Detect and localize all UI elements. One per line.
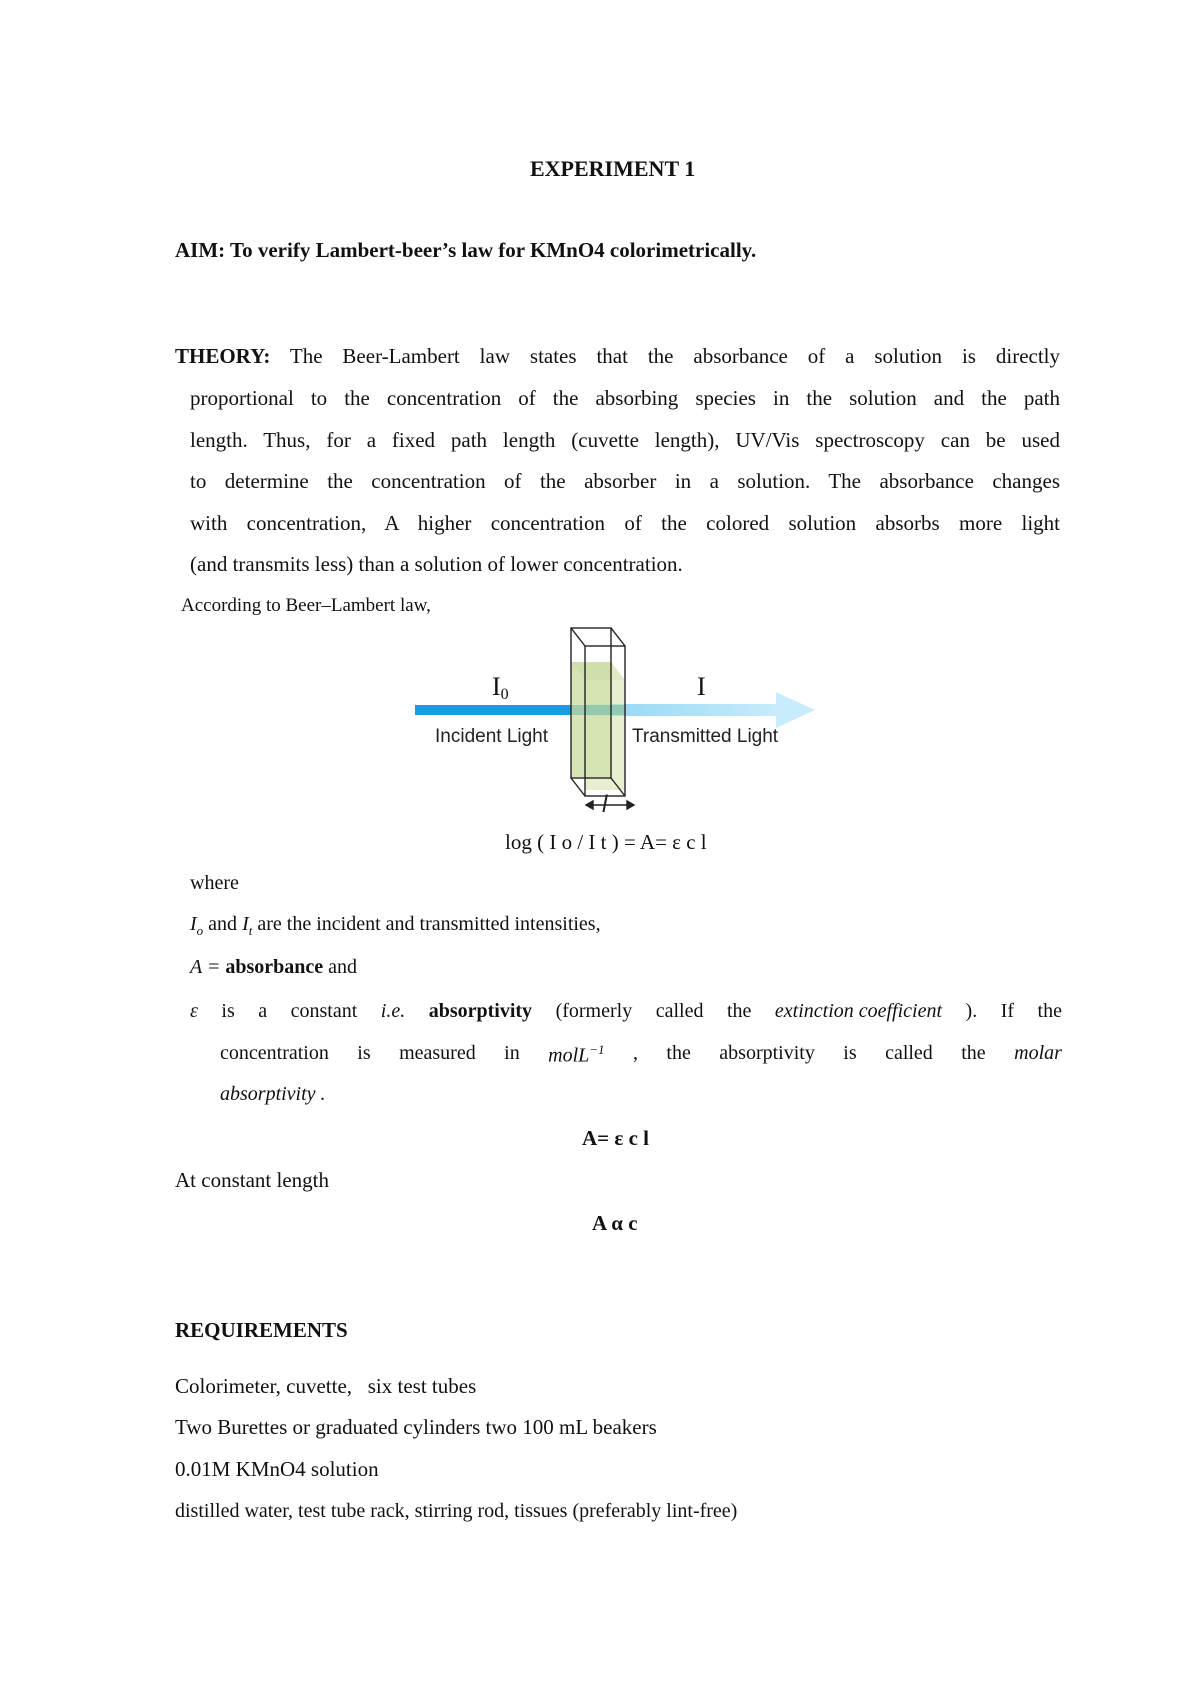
according-text: According to Beer–Lambert law, [181,595,431,616]
page-title: EXPERIMENT 1 [530,156,696,181]
definition-epsilon-line2: concentration is measured in molL$^{-1}$ , the absorptivity is called the molar [220,1042,1062,1067]
cuvette [571,628,625,796]
requirements-heading: REQUIREMENTS [175,1318,348,1342]
requirement-item: Colorimeter, cuvette, six test tubes [175,1374,477,1398]
transmitted-light-label: Transmitted Light [632,726,779,747]
formula-log: log ( I o / I t ) = A= ε c l [505,830,707,854]
theory-line: to determine the concentration of the absorber in a solution. The absorbance changes [190,469,1060,493]
where-text: where [190,872,239,894]
formula-bold: A= ε c l [582,1126,650,1150]
formula-proportional: A α c [592,1211,638,1235]
aim-label: AIM: [175,238,226,262]
theory-line: (and transmits less) than a solution of lower concentration. [190,552,683,576]
constant-length-text: At constant length [175,1168,329,1192]
definition-absorbance: A = absorbance and [190,956,358,978]
theory-line: proportional to the concentration of the absorbing species in the solution and the path [190,386,1060,410]
beer-lambert-diagram [400,620,840,820]
theory-first-line [175,344,1060,369]
aim-text: To verify Lambert-beer’s law for KMnO4 colorimetrically. [230,238,757,262]
theory-line: with concentration, A higher concentration of the colored solution absorbs more light [190,511,1060,535]
theory-first-text: The Beer-Lambert law states that the absorbance of a solution is directly [289,344,1060,368]
definition-epsilon-line3: absorptivity . [220,1083,326,1105]
path-length-arrow [586,801,634,809]
aim-line [175,238,756,263]
requirement-item: distilled water, test tube rack, stirring rod, tissues (preferably lint-free) [175,1500,738,1522]
path-length-label: l [602,791,608,818]
theory-line: length. Thus, for a fixed path length (cuvette length), UV/Vis spectroscopy can be used [190,428,1060,452]
i0-label: I0 [492,672,509,703]
requirement-item: 0.01M KMnO4 solution [175,1457,379,1481]
incident-light-label: Incident Light [435,726,549,747]
i-label: I [697,672,706,701]
definition-epsilon-line1: ε is a constant i.e. absorptivity (formerly called the extinction coefficient ). If the [190,1000,1062,1022]
arrow-head [776,692,815,728]
incident-light-beam [415,705,590,715]
requirement-item: Two Burettes or graduated cylinders two 100 mL beakers [175,1415,657,1439]
definition-intensity: $I_o$ and $I_t$ are the incident and transmitted intensities, [190,913,601,938]
theory-label: THEORY: [175,344,271,368]
